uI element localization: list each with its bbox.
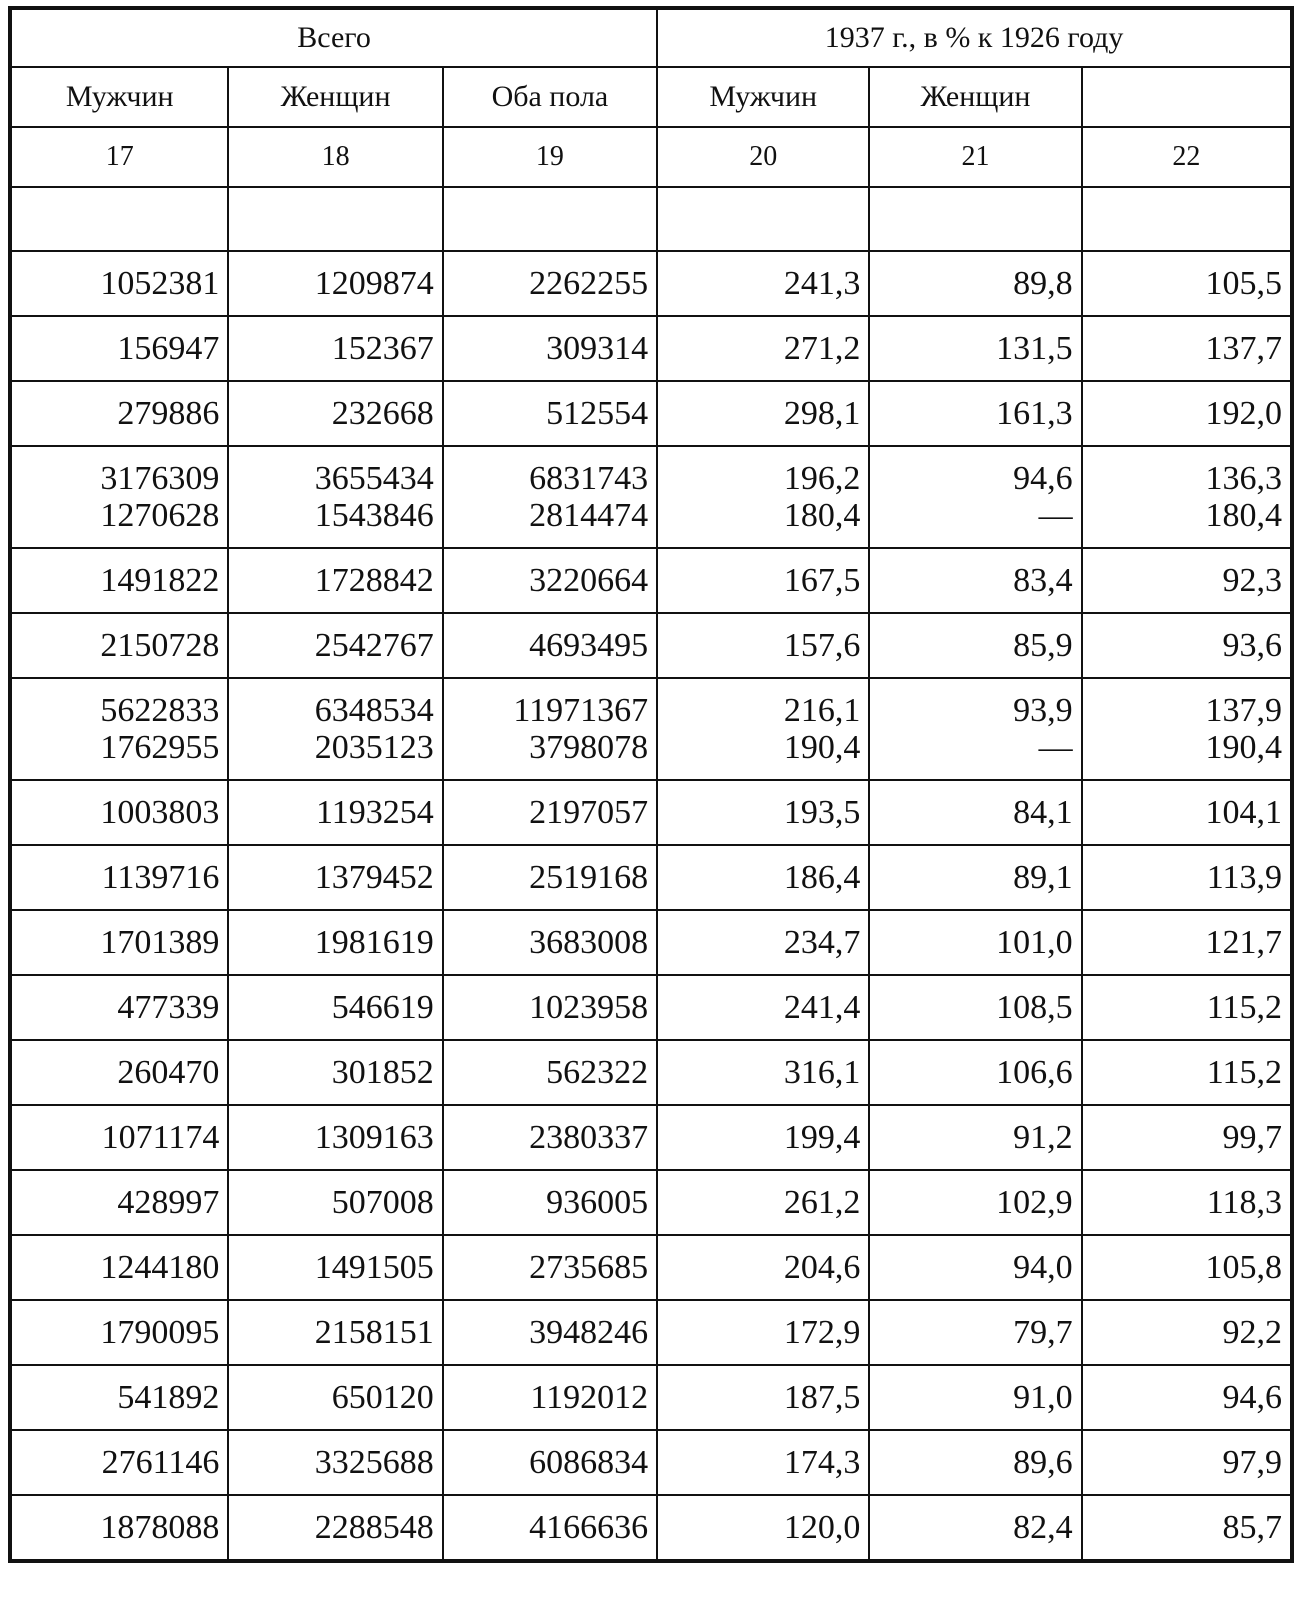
cell-value: 260470	[117, 1053, 220, 1091]
table-cell	[657, 316, 869, 381]
table-row	[10, 1170, 1292, 1235]
cell-value: 2288548	[314, 1508, 434, 1546]
table-cell	[10, 316, 228, 381]
table-cell	[1082, 1040, 1292, 1105]
table-cell	[10, 1430, 228, 1495]
cell-value: 157,6	[783, 626, 861, 664]
cell-value: 1790095	[100, 1313, 220, 1351]
table-cell	[1082, 316, 1292, 381]
cell-value: 541892	[117, 1378, 220, 1416]
cell-value: 118,3	[1206, 1183, 1282, 1221]
table-cell	[10, 1040, 228, 1105]
table-cell	[1082, 381, 1292, 446]
table-cell	[10, 548, 228, 613]
blank-row	[10, 187, 1292, 251]
cell-value: 152367	[331, 329, 434, 367]
cell-value: 316,1	[783, 1053, 861, 1091]
cell-value: 3948246	[529, 1313, 649, 1351]
table-cell	[443, 975, 657, 1040]
table-cell	[228, 1300, 442, 1365]
column-number: 19	[443, 127, 657, 187]
cell-value: 3220664	[529, 561, 649, 599]
cell-value: 131,5	[996, 329, 1073, 367]
cell-value: 2519168	[529, 858, 649, 896]
table-cell	[228, 678, 442, 780]
table-row	[10, 1235, 1292, 1300]
cell-value: 2380337	[529, 1118, 649, 1156]
cell-value: 1023958	[529, 988, 649, 1026]
table-cell	[657, 845, 869, 910]
table-cell	[657, 381, 869, 446]
table-row	[10, 1300, 1292, 1365]
table-cell	[1082, 613, 1292, 678]
cell-value: 2735685	[529, 1248, 649, 1286]
cell-value: 2197057	[529, 793, 649, 831]
cell-value: 1244180	[100, 1248, 220, 1286]
cell-value: 6831743	[529, 460, 649, 497]
cell-value: 271,2	[783, 329, 861, 367]
table-row	[10, 975, 1292, 1040]
table-cell	[10, 1365, 228, 1430]
table-cell	[10, 780, 228, 845]
cell-value: 1193254	[316, 793, 434, 831]
table-cell	[657, 613, 869, 678]
table-cell	[1082, 1170, 1292, 1235]
table-cell	[869, 548, 1081, 613]
table-cell	[869, 1430, 1081, 1495]
cell-value: 261,2	[783, 1183, 861, 1221]
table-row	[10, 1495, 1292, 1561]
table-cell	[443, 1365, 657, 1430]
table-cell	[10, 678, 228, 780]
cell-value: 104,1	[1205, 793, 1282, 831]
cell-value: 115,2	[1206, 988, 1282, 1026]
table-cell	[869, 1495, 1081, 1561]
empty-cell	[10, 187, 228, 251]
cell-value: 172,9	[783, 1313, 861, 1351]
cell-value: 1309163	[314, 1118, 434, 1156]
cell-value: 4693495	[529, 626, 649, 664]
table-cell	[443, 845, 657, 910]
cell-value: 113,9	[1206, 858, 1282, 896]
table-cell	[443, 910, 657, 975]
table-cell	[10, 1105, 228, 1170]
column-number: 18	[228, 127, 442, 187]
cell-value: 102,9	[996, 1183, 1073, 1221]
cell-value: 1139716	[101, 858, 220, 896]
table-cell	[228, 780, 442, 845]
table-cell	[1082, 975, 1292, 1040]
empty-cell	[443, 187, 657, 251]
table-cell	[443, 251, 657, 316]
table-cell	[443, 1040, 657, 1105]
header-women-total: Женщин	[228, 67, 442, 127]
table-cell	[228, 316, 442, 381]
table-cell	[228, 446, 442, 548]
table-cell	[657, 975, 869, 1040]
table-cell	[869, 1170, 1081, 1235]
column-number: 21	[869, 127, 1081, 187]
table-cell	[10, 446, 228, 548]
cell-value: 6348534	[314, 692, 434, 729]
cell-value: 4166636	[529, 1508, 649, 1546]
table-cell	[228, 381, 442, 446]
header-men-total: Мужчин	[10, 67, 228, 127]
cell-value: 192,0	[1205, 394, 1282, 432]
cell-value: 1071174	[101, 1118, 220, 1156]
cell-value: 216,1	[783, 692, 861, 729]
cell-value: 1379452	[314, 858, 434, 896]
cell-value: 3655434	[314, 460, 434, 497]
column-number: 17	[10, 127, 228, 187]
table-cell	[228, 1495, 442, 1561]
table-cell	[657, 1495, 869, 1561]
cell-value: 92,2	[1222, 1313, 1282, 1351]
cell-value: 167,5	[783, 561, 861, 599]
cell-value: —	[1038, 497, 1073, 534]
cell-value: 93,6	[1222, 626, 1282, 664]
cell-value: 101,0	[996, 923, 1073, 961]
table-cell	[228, 1040, 442, 1105]
table-row	[10, 316, 1292, 381]
table-cell	[10, 613, 228, 678]
table-cell	[10, 1235, 228, 1300]
cell-value: 11971367	[513, 692, 649, 729]
cell-value: 1543846	[314, 497, 434, 534]
empty-cell	[1082, 187, 1292, 251]
table-cell	[657, 910, 869, 975]
cell-value: 234,7	[783, 923, 861, 961]
header-women-percent: Женщин	[869, 67, 1081, 127]
cell-value: 1052381	[100, 264, 220, 302]
table-cell	[1082, 1430, 1292, 1495]
cell-value: —	[1038, 729, 1073, 766]
table-cell	[1082, 1300, 1292, 1365]
cell-value: 2158151	[314, 1313, 434, 1351]
table-cell	[228, 845, 442, 910]
table-cell	[1082, 1105, 1292, 1170]
cell-value: 428997	[117, 1183, 220, 1221]
table-row	[10, 548, 1292, 613]
table-cell	[443, 1105, 657, 1170]
table-cell	[1082, 780, 1292, 845]
table-row	[10, 613, 1292, 678]
cell-value: 94,6	[1013, 460, 1073, 497]
table-cell	[228, 1235, 442, 1300]
table-cell	[869, 780, 1081, 845]
cell-value: 79,7	[1013, 1313, 1073, 1351]
cell-value: 187,5	[783, 1378, 861, 1416]
cell-value: 196,2	[783, 460, 861, 497]
cell-value: 186,4	[783, 858, 861, 896]
cell-value: 105,8	[1205, 1248, 1282, 1286]
empty-cell	[869, 187, 1081, 251]
table-cell	[10, 845, 228, 910]
cell-value: 121,7	[1205, 923, 1282, 961]
table-cell	[869, 910, 1081, 975]
table-cell	[657, 678, 869, 780]
cell-value: 301852	[331, 1053, 434, 1091]
cell-value: 137,7	[1205, 329, 1282, 367]
table-cell	[869, 1040, 1081, 1105]
table-cell	[443, 381, 657, 446]
cell-value: 562322	[546, 1053, 649, 1091]
cell-value: 3325688	[314, 1443, 434, 1481]
header-both-percent	[1082, 67, 1292, 127]
cell-value: 91,2	[1013, 1118, 1073, 1156]
cell-value: 3798078	[529, 729, 649, 766]
table-cell	[228, 1430, 442, 1495]
table-cell	[228, 910, 442, 975]
table-cell	[10, 1495, 228, 1561]
cell-value: 2761146	[101, 1443, 220, 1481]
cell-value: 546619	[331, 988, 434, 1026]
table-cell	[443, 1300, 657, 1365]
table-cell	[869, 678, 1081, 780]
table-row	[10, 1040, 1292, 1105]
cell-value: 1762955	[100, 729, 220, 766]
table-cell	[1082, 251, 1292, 316]
header-percent: 1937 г., в % к 1926 году	[657, 8, 1292, 67]
cell-value: 115,2	[1206, 1053, 1282, 1091]
table-row	[10, 1430, 1292, 1495]
table-row	[10, 780, 1292, 845]
table-cell	[657, 1235, 869, 1300]
cell-value: 180,4	[1205, 497, 1282, 534]
cell-value: 193,5	[783, 793, 861, 831]
cell-value: 1878088	[100, 1508, 220, 1546]
cell-value: 2035123	[314, 729, 434, 766]
cell-value: 241,3	[783, 264, 861, 302]
cell-value: 3176309	[100, 460, 220, 497]
table-cell	[1082, 845, 1292, 910]
cell-value: 2542767	[314, 626, 434, 664]
cell-value: 83,4	[1013, 561, 1073, 599]
cell-value: 3683008	[529, 923, 649, 961]
table-cell	[869, 1235, 1081, 1300]
table-cell	[1082, 1365, 1292, 1430]
cell-value: 84,1	[1013, 793, 1073, 831]
header-both-total: Оба пола	[443, 67, 657, 127]
cell-value: 512554	[546, 394, 649, 432]
header-group-row	[10, 8, 1292, 67]
header-sub-row	[10, 67, 1292, 127]
cell-value: 190,4	[783, 729, 861, 766]
cell-value: 156947	[117, 329, 220, 367]
cell-value: 232668	[331, 394, 434, 432]
table-cell	[443, 613, 657, 678]
table-row	[10, 381, 1292, 446]
table-cell	[657, 548, 869, 613]
table-row	[10, 1365, 1292, 1430]
empty-cell	[657, 187, 869, 251]
census-table	[8, 6, 1294, 1563]
cell-value: 1209874	[314, 264, 434, 302]
cell-value: 507008	[331, 1183, 434, 1221]
table-cell	[869, 1105, 1081, 1170]
cell-value: 2814474	[529, 497, 649, 534]
header-men-percent: Мужчин	[657, 67, 869, 127]
table-cell	[443, 1170, 657, 1235]
table-cell	[228, 1170, 442, 1235]
cell-value: 174,3	[783, 1443, 861, 1481]
table-row	[10, 845, 1292, 910]
cell-value: 279886	[117, 394, 220, 432]
table-cell	[443, 1235, 657, 1300]
cell-value: 180,4	[783, 497, 861, 534]
table-cell	[657, 446, 869, 548]
cell-value: 1270628	[100, 497, 220, 534]
cell-value: 2150728	[100, 626, 220, 664]
cell-value: 1491822	[100, 561, 220, 599]
header-total: Всего	[10, 8, 657, 67]
table-cell	[228, 975, 442, 1040]
table-row	[10, 678, 1292, 780]
cell-value: 1728842	[314, 561, 434, 599]
column-number-row	[10, 127, 1292, 187]
column-number: 22	[1082, 127, 1292, 187]
cell-value: 298,1	[783, 394, 861, 432]
cell-value: 241,4	[783, 988, 861, 1026]
cell-value: 309314	[546, 329, 649, 367]
cell-value: 106,6	[996, 1053, 1073, 1091]
cell-value: 1491505	[314, 1248, 434, 1286]
cell-value: 89,8	[1013, 264, 1073, 302]
cell-value: 136,3	[1205, 460, 1282, 497]
table-cell	[1082, 678, 1292, 780]
cell-value: 2262255	[529, 264, 649, 302]
cell-value: 6086834	[529, 1443, 649, 1481]
table-cell	[443, 1495, 657, 1561]
cell-value: 105,5	[1205, 264, 1282, 302]
table-cell	[1082, 548, 1292, 613]
cell-value: 93,9	[1013, 692, 1073, 729]
table-cell	[869, 251, 1081, 316]
cell-value: 1981619	[314, 923, 434, 961]
table-cell	[228, 613, 442, 678]
empty-cell	[228, 187, 442, 251]
table-body	[10, 187, 1292, 1561]
table-header	[10, 8, 1292, 187]
table-cell	[10, 910, 228, 975]
table-cell	[869, 1300, 1081, 1365]
table-cell	[657, 1170, 869, 1235]
table-cell	[228, 1365, 442, 1430]
cell-value: 5622833	[100, 692, 220, 729]
table-cell	[657, 251, 869, 316]
table-cell	[1082, 1495, 1292, 1561]
table-cell	[869, 316, 1081, 381]
cell-value: 120,0	[783, 1508, 861, 1546]
table-cell	[443, 780, 657, 845]
table-cell	[228, 548, 442, 613]
cell-value: 89,1	[1013, 858, 1073, 896]
cell-value: 91,0	[1013, 1378, 1073, 1416]
table-cell	[443, 548, 657, 613]
cell-value: 97,9	[1222, 1443, 1282, 1481]
table-cell	[10, 975, 228, 1040]
table-cell	[1082, 446, 1292, 548]
cell-value: 204,6	[783, 1248, 861, 1286]
cell-value: 477339	[117, 988, 220, 1026]
cell-value: 1192012	[530, 1378, 649, 1416]
table-cell	[869, 446, 1081, 548]
cell-value: 94,0	[1013, 1248, 1073, 1286]
cell-value: 1003803	[100, 793, 220, 831]
cell-value: 99,7	[1222, 1118, 1282, 1156]
table-cell	[443, 1430, 657, 1495]
table-cell	[10, 1300, 228, 1365]
table-cell	[10, 251, 228, 316]
table-cell	[443, 446, 657, 548]
cell-value: 936005	[546, 1183, 649, 1221]
table-cell	[657, 1040, 869, 1105]
table-cell	[657, 1430, 869, 1495]
cell-value: 137,9	[1205, 692, 1282, 729]
table-cell	[657, 1105, 869, 1170]
table-cell	[657, 1365, 869, 1430]
cell-value: 190,4	[1205, 729, 1282, 766]
table-cell	[1082, 910, 1292, 975]
cell-value: 1701389	[100, 923, 220, 961]
column-number: 20	[657, 127, 869, 187]
cell-value: 82,4	[1013, 1508, 1073, 1546]
table-cell	[10, 1170, 228, 1235]
table-cell	[657, 1300, 869, 1365]
table-cell	[869, 975, 1081, 1040]
cell-value: 108,5	[996, 988, 1073, 1026]
table-cell	[10, 381, 228, 446]
cell-value: 85,9	[1013, 626, 1073, 664]
table-row	[10, 446, 1292, 548]
cell-value: 89,6	[1013, 1443, 1073, 1481]
table-row	[10, 910, 1292, 975]
cell-value: 85,7	[1222, 1508, 1282, 1546]
cell-value: 94,6	[1222, 1378, 1282, 1416]
table-cell	[228, 1105, 442, 1170]
cell-value: 199,4	[783, 1118, 861, 1156]
table-cell	[869, 845, 1081, 910]
table-cell	[228, 251, 442, 316]
cell-value: 650120	[331, 1378, 434, 1416]
table-cell	[443, 678, 657, 780]
table-cell	[869, 381, 1081, 446]
cell-value: 161,3	[996, 394, 1073, 432]
table-cell	[1082, 1235, 1292, 1300]
cell-value: 92,3	[1222, 561, 1282, 599]
table-cell	[657, 780, 869, 845]
table-cell	[869, 1365, 1081, 1430]
table-row	[10, 251, 1292, 316]
table-cell	[869, 613, 1081, 678]
table-cell	[443, 316, 657, 381]
table-row	[10, 1105, 1292, 1170]
